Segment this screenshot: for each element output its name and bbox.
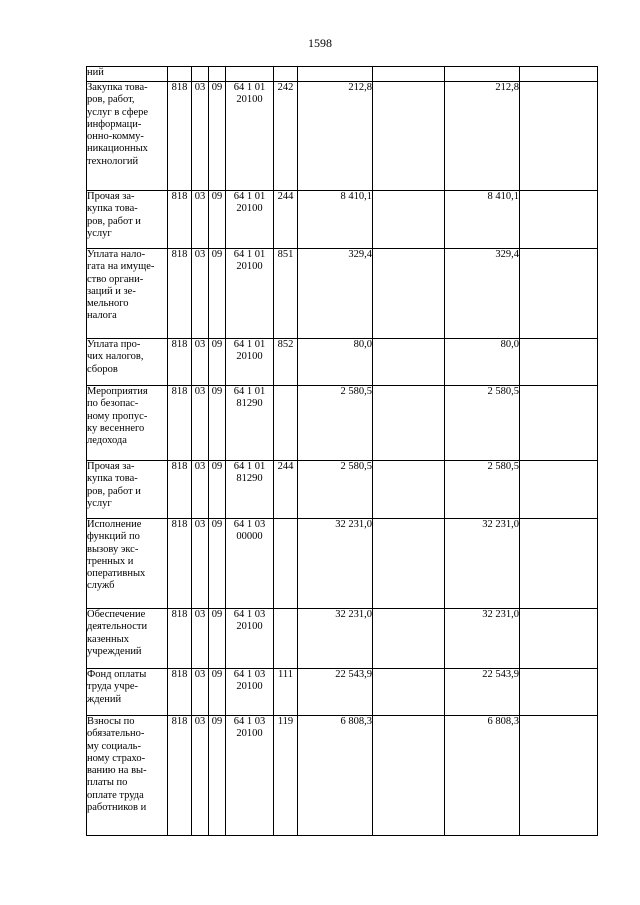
cell-line: услуг [87,227,112,239]
expense-type-cell: 111 [274,669,298,716]
amount-cell-2 [373,67,445,82]
cell-line: 64 1 01 [233,339,266,350]
table-row [87,716,598,836]
cell-line: гата на имуще- [87,261,155,273]
amount-cell-2 [373,249,445,339]
amount-cell-1: 212,8 [298,82,373,191]
expense-type-cell: 852 [274,339,298,386]
amount-cell-4 [520,519,598,609]
subsection-code-cell: 09 [209,716,226,836]
cell-line: функций по [87,531,140,543]
amount-cell-3: 32 231,0 [445,609,520,669]
amount-cell-2 [373,609,445,669]
cell-line: му социаль- [87,740,141,752]
cell-line: чих налогов, [87,351,144,363]
cell-line: Фонд оплаты [87,669,147,680]
table-row [87,249,598,339]
cell-line: Прочая за- [87,461,135,472]
cell-line: сборов [87,363,118,375]
cell-line: 20100 [236,621,263,633]
ministry-code-cell: 818 [168,461,192,519]
cell-line: 64 1 01 [233,386,266,397]
amount-cell-1: 329,4 [298,249,373,339]
amount-cell-4 [520,249,598,339]
section-code-cell [192,67,209,82]
cell-line: 64 1 01 [233,249,266,260]
expense-name-cell [87,191,168,249]
amount-cell-3 [445,67,520,82]
expense-type-cell: 244 [274,461,298,519]
target-article-cell [226,461,274,519]
subsection-code-cell: 09 [209,82,226,191]
cell-line: 20100 [236,351,263,363]
amount-cell-1: 2 580,5 [298,386,373,461]
section-code-cell: 03 [192,716,209,836]
cell-line: вызову экс- [87,543,139,555]
amount-cell-2 [373,461,445,519]
amount-cell-4 [520,191,598,249]
amount-cell-1: 22 543,9 [298,669,373,716]
amount-cell-4 [520,461,598,519]
expense-name-cell [87,67,168,82]
section-code-cell: 03 [192,191,209,249]
cell-line: ждений [87,693,122,705]
cell-line: услуг [87,497,112,509]
cell-line: 20100 [236,203,263,215]
amount-cell-4 [520,669,598,716]
section-code-cell: 03 [192,669,209,716]
cell-line: 20100 [236,94,263,106]
cell-line: 64 1 01 [233,461,266,472]
target-article-cell [226,82,274,191]
cell-line: казенных [87,633,129,645]
table-row [87,339,598,386]
amount-cell-3: 80,0 [445,339,520,386]
cell-line: никационных [87,143,148,155]
cell-line: тренных и [87,555,134,567]
expense-name-cell [87,519,168,609]
amount-cell-4 [520,716,598,836]
cell-line: 20100 [236,681,263,693]
amount-cell-2 [373,82,445,191]
cell-line: Уплата нало- [87,249,146,260]
amount-cell-2 [373,519,445,609]
ministry-code-cell [168,67,192,82]
cell-line: онно-комму- [87,131,144,143]
expense-name-cell [87,669,168,716]
expense-type-cell: 244 [274,191,298,249]
section-code-cell: 03 [192,249,209,339]
expense-name-cell [87,609,168,669]
subsection-code-cell: 09 [209,461,226,519]
section-code-cell: 03 [192,609,209,669]
target-article-cell [226,716,274,836]
amount-cell-2 [373,386,445,461]
amount-cell-1: 80,0 [298,339,373,386]
cell-line: ванию на вы- [87,765,147,777]
cell-line: купка това- [87,203,138,215]
subsection-code-cell: 09 [209,191,226,249]
subsection-code-cell: 09 [209,669,226,716]
cell-line: оплате труда [87,789,144,801]
table-row [87,609,598,669]
amount-cell-3: 6 808,3 [445,716,520,836]
ministry-code-cell: 818 [168,249,192,339]
cell-line: услуг в сфере [87,106,149,118]
expense-name-cell [87,249,168,339]
cell-line: ледохода [87,435,127,447]
cell-line: 20100 [236,728,263,740]
expense-name-cell [87,339,168,386]
amount-cell-3: 2 580,5 [445,461,520,519]
cell-line: ство органи- [87,273,144,285]
cell-line: Уплата про- [87,339,141,350]
amount-cell-4 [520,609,598,669]
cell-line: обязательно- [87,728,145,740]
cell-line: служб [87,580,115,592]
cell-line: 81290 [236,398,263,410]
ministry-code-cell: 818 [168,339,192,386]
expense-name-cell [87,82,168,191]
amount-cell-1: 32 231,0 [298,609,373,669]
cell-line: оперативных [87,568,146,580]
cell-line: 64 1 01 [233,191,266,202]
expense-type-cell: 851 [274,249,298,339]
cell-line: ров, работ и [87,215,141,227]
cell-line: ров, работ, [87,94,135,106]
expense-name-cell [87,461,168,519]
cell-line: учреждений [87,645,142,657]
cell-line: деятельности [87,621,148,633]
cell-line: 64 1 01 [233,82,266,93]
cell-line: ному пропус- [87,410,148,422]
cell-line: ний [87,67,104,78]
cell-line: технологий [87,155,139,167]
amount-cell-2 [373,716,445,836]
cell-line: 20100 [236,261,263,273]
cell-line: заций и зе- [87,285,136,297]
cell-line: Взносы по [87,716,135,727]
cell-line: 64 1 03 [233,609,266,620]
target-article-cell [226,191,274,249]
cell-line: ров, работ и [87,485,141,497]
ministry-code-cell: 818 [168,609,192,669]
expense-type-cell: 242 [274,82,298,191]
table-row [87,461,598,519]
ministry-code-cell: 818 [168,519,192,609]
cell-line: Обеспечение [87,609,146,620]
cell-line: мельного [87,298,129,310]
section-code-cell: 03 [192,461,209,519]
amount-cell-3: 32 231,0 [445,519,520,609]
cell-line: 64 1 03 [233,669,266,680]
expense-name-cell [87,386,168,461]
target-article-cell [226,386,274,461]
cell-line: налога [87,310,117,322]
table-row [87,82,598,191]
ministry-code-cell: 818 [168,82,192,191]
cell-line: 81290 [236,473,263,485]
cell-line: Закупка това- [87,82,148,93]
cell-line: Исполнение [87,519,142,530]
subsection-code-cell: 09 [209,339,226,386]
table-row [87,386,598,461]
cell-line: платы по [87,777,128,789]
section-code-cell: 03 [192,386,209,461]
amount-cell-1 [298,67,373,82]
table-row [87,67,598,82]
table-row [87,191,598,249]
expense-type-cell [274,67,298,82]
expense-type-cell [274,609,298,669]
target-article-cell [226,339,274,386]
subsection-code-cell: 09 [209,249,226,339]
amount-cell-3: 2 580,5 [445,386,520,461]
cell-line: по безопас- [87,398,139,410]
cell-line: ному страхо- [87,752,146,764]
subsection-code-cell [209,67,226,82]
target-article-cell [226,519,274,609]
expense-type-cell: 119 [274,716,298,836]
subsection-code-cell: 09 [209,519,226,609]
ministry-code-cell: 818 [168,191,192,249]
target-article-cell [226,609,274,669]
amount-cell-3: 8 410,1 [445,191,520,249]
cell-line: 64 1 03 [233,519,266,530]
amount-cell-3: 212,8 [445,82,520,191]
section-code-cell: 03 [192,339,209,386]
expense-type-cell [274,519,298,609]
ministry-code-cell: 818 [168,716,192,836]
cell-line: труда учре- [87,681,138,693]
target-article-cell [226,67,274,82]
section-code-cell: 03 [192,82,209,191]
cell-line: Мероприятия [87,386,148,397]
cell-line: ку весеннего [87,422,145,434]
page-number: 1598 [308,36,332,50]
amount-cell-4 [520,67,598,82]
amount-cell-4 [520,82,598,191]
amount-cell-1: 8 410,1 [298,191,373,249]
subsection-code-cell: 09 [209,609,226,669]
ministry-code-cell: 818 [168,669,192,716]
budget-table [86,66,598,836]
target-article-cell [226,249,274,339]
amount-cell-3: 329,4 [445,249,520,339]
section-code-cell: 03 [192,519,209,609]
cell-line: купка това- [87,473,138,485]
cell-line: работников и [87,802,147,814]
amount-cell-4 [520,339,598,386]
cell-line: 64 1 03 [233,716,266,727]
cell-line: информаци- [87,118,142,130]
target-article-cell [226,669,274,716]
ministry-code-cell: 818 [168,386,192,461]
table-row [87,519,598,609]
amount-cell-1: 32 231,0 [298,519,373,609]
cell-line: 00000 [236,531,263,543]
amount-cell-2 [373,669,445,716]
amount-cell-4 [520,386,598,461]
amount-cell-3: 22 543,9 [445,669,520,716]
table-body [87,67,598,836]
subsection-code-cell: 09 [209,386,226,461]
amount-cell-1: 2 580,5 [298,461,373,519]
amount-cell-1: 6 808,3 [298,716,373,836]
amount-cell-2 [373,191,445,249]
expense-name-cell [87,716,168,836]
amount-cell-2 [373,339,445,386]
table-row [87,669,598,716]
expense-type-cell [274,386,298,461]
cell-line: Прочая за- [87,191,135,202]
